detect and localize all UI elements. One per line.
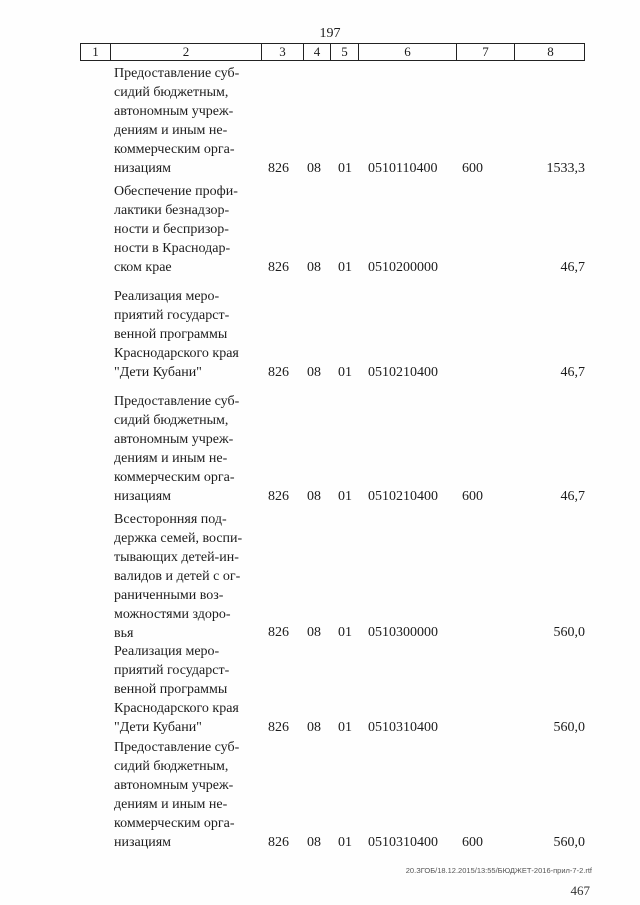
cell-subsection: 01 (338, 489, 352, 504)
column-header-6: 6 (359, 44, 457, 60)
cell-subsection: 01 (338, 835, 352, 850)
description-line: Обеспечение профи- (114, 184, 238, 199)
description-line: низациям (114, 489, 172, 504)
cell-ministry-code: 826 (268, 835, 289, 850)
cell-expense-type: 600 (462, 161, 483, 176)
description-line: автономным учреж- (114, 778, 234, 793)
cell-target-article: 0510210400 (368, 365, 438, 380)
column-header-1: 1 (81, 44, 111, 60)
description-line: коммерческим орга- (114, 816, 235, 831)
description-line: коммерческим орга- (114, 470, 235, 485)
cell-section: 08 (307, 720, 321, 735)
column-header-7: 7 (457, 44, 515, 60)
cell-target-article: 0510200000 (368, 260, 438, 275)
description-line: низациям (114, 161, 172, 176)
description-line: сидий бюджетным, (114, 85, 229, 100)
row-description (114, 642, 252, 737)
cell-subsection: 01 (338, 625, 352, 640)
cell-subsection: 01 (338, 260, 352, 275)
description-line: раниченными воз- (114, 588, 224, 603)
table-row (0, 510, 640, 642)
column-header-2: 2 (111, 44, 262, 60)
description-line: валидов и детей с ог- (114, 569, 241, 584)
cell-ministry-code: 826 (268, 161, 289, 176)
column-header-8: 8 (547, 44, 554, 59)
cell-subsection: 01 (338, 161, 352, 176)
cell-amount: 46,7 (560, 365, 585, 380)
cell-target-article: 0510310400 (368, 835, 438, 850)
description-line: сидий бюджетным, (114, 759, 229, 774)
cell-subsection: 01 (338, 365, 352, 380)
cell-amount: 1533,3 (546, 161, 585, 176)
table-row (0, 182, 640, 277)
cell-target-article: 0510110400 (368, 161, 438, 176)
description-line: коммерческим орга- (114, 142, 235, 157)
row-description (114, 64, 252, 178)
cell-ministry-code: 826 (268, 365, 289, 380)
cell-ministry-code: 826 (268, 720, 289, 735)
row-description (114, 738, 252, 852)
cell-section: 08 (307, 260, 321, 275)
description-line: держка семей, воспи- (114, 531, 243, 546)
cell-amount: 46,7 (560, 260, 585, 275)
description-line: Реализация меро- (114, 289, 220, 304)
description-line: ском крае (114, 260, 172, 275)
cell-amount: 560,0 (553, 625, 585, 640)
cell-section: 08 (307, 489, 321, 504)
column-header-row (80, 43, 585, 61)
column-header-5: 5 (331, 44, 359, 60)
description-line: Краснодарского края (114, 701, 239, 716)
cell-section: 08 (307, 161, 321, 176)
description-line: Всесторонняя под- (114, 512, 227, 527)
cell-ministry-code: 826 (268, 260, 289, 275)
table-row (0, 64, 640, 178)
description-line: автономным учреж- (114, 432, 234, 447)
description-line: Реализация меро- (114, 644, 220, 659)
table-row (0, 738, 640, 852)
column-header-4: 4 (304, 44, 331, 60)
description-line: Краснодарского края (114, 346, 239, 361)
description-line: Предоставление суб- (114, 66, 240, 81)
description-line: можностями здоро- (114, 607, 231, 622)
description-line: приятий государст- (114, 663, 230, 678)
column-header-3: 3 (262, 44, 304, 60)
table-row (0, 287, 640, 382)
description-line: "Дети Кубани" (114, 365, 202, 380)
cell-ministry-code: 826 (268, 625, 289, 640)
cell-target-article: 0510300000 (368, 625, 438, 640)
description-line: Предоставление суб- (114, 394, 240, 409)
description-line: ности и беспризор- (114, 222, 229, 237)
cell-expense-type: 600 (462, 835, 483, 850)
description-line: дениям и иным не- (114, 123, 228, 138)
description-line: автономным учреж- (114, 104, 234, 119)
row-description (114, 510, 252, 643)
description-line: низациям (114, 835, 172, 850)
page-number-bottom: 467 (570, 883, 590, 898)
table-row (0, 392, 640, 506)
description-line: ности в Краснодар- (114, 241, 231, 256)
description-line: дениям и иным не- (114, 451, 228, 466)
description-line: дениям и иным не- (114, 797, 228, 812)
row-description (114, 392, 252, 506)
description-line: приятий государст- (114, 308, 230, 323)
table-row (0, 642, 640, 737)
cell-amount: 560,0 (553, 720, 585, 735)
page-number-top: 197 (319, 26, 341, 41)
description-line: сидий бюджетным, (114, 413, 229, 428)
row-description (114, 182, 252, 277)
cell-section: 08 (307, 625, 321, 640)
footer-file-stamp: 20.ЗГОБ/18.12.2015/13:55/БЮДЖЕТ-2016-прил-7-2.rtf (405, 866, 592, 875)
description-line: тывающих детей-ин- (114, 550, 239, 565)
description-line: венной программы (114, 327, 228, 342)
cell-expense-type: 600 (462, 489, 483, 504)
row-description (114, 287, 252, 382)
cell-subsection: 01 (338, 720, 352, 735)
description-line: лактики безнадзор- (114, 203, 230, 218)
cell-target-article: 0510210400 (368, 489, 438, 504)
cell-amount: 560,0 (553, 835, 585, 850)
cell-section: 08 (307, 365, 321, 380)
cell-ministry-code: 826 (268, 489, 289, 504)
description-line: вья (114, 626, 134, 641)
description-line: Предоставление суб- (114, 740, 240, 755)
cell-amount: 46,7 (560, 489, 585, 504)
description-line: венной программы (114, 682, 228, 697)
cell-section: 08 (307, 835, 321, 850)
description-line: "Дети Кубани" (114, 720, 202, 735)
cell-target-article: 0510310400 (368, 720, 438, 735)
